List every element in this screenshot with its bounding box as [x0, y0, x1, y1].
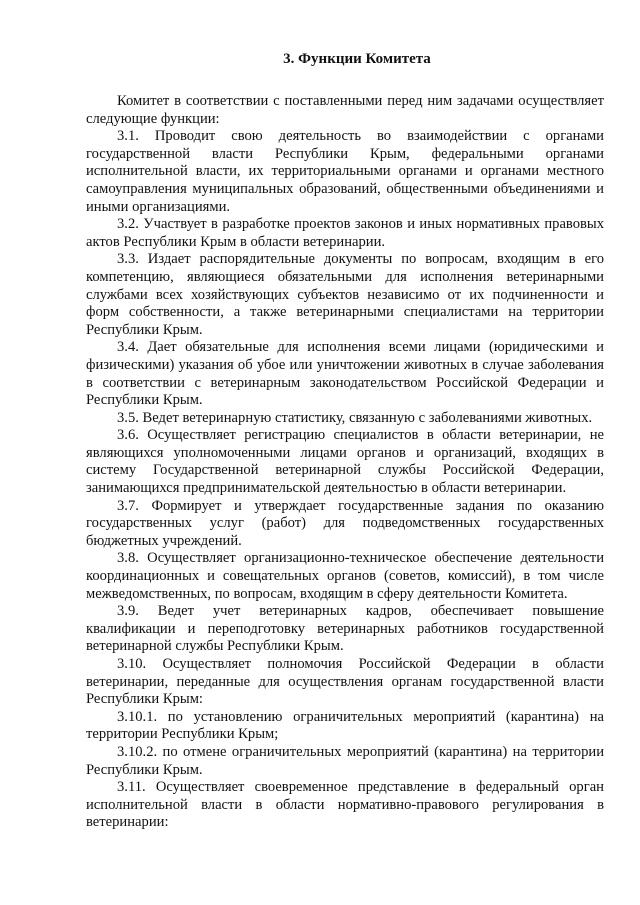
clause-3-1: 3.1. Проводит свою деятельность во взаимодействии с органами государственной власти Республики Крым, федеральными органами исполнительной власти, их территориальными органами и органами местного самоуправления муниципальных образований, общественными объединениями и иными организациями. [86, 128, 604, 215]
clause-3-5: 3.5. Ведет ветеринарную статистику, связанную с заболеваниями животных. [117, 409, 593, 426]
section-body [86, 93, 604, 832]
clause-3-6: 3.6. Осуществляет регистрацию специалистов в области ветеринарии, не являющихся уполномоченными лицами органов и организаций, входящих в систему Государственной ветеринарной службы Российской Федерации, занимающихся предпринимательской деятельностью в области ветеринарии. [86, 427, 604, 497]
clause-3-8: 3.8. Осуществляет организационно-техническое обеспечение деятельности координационных и совещательных органов (советов, комиссий), в том числе межведомственных, по вопросам, входящим в сферу деятельности Комитета. [86, 550, 604, 602]
document-page [86, 50, 604, 832]
intro-paragraph: Комитет в соответствии с поставленными перед ним задачами осуществляет следующие функции: [86, 93, 604, 127]
clause-3-4: 3.4. Дает обязательные для исполнения всеми лицами (юридическими и физическими) указания об убое или уничтожении животных в случае заболевания в соответствии с ветеринарным законодательством Российской Федерации и Республики Крым. [86, 339, 604, 409]
clause-3-11: 3.11. Осуществляет своевременное представление в федеральный орган исполнительной власти в области нормативно-правового регулирования в ветеринарии: [86, 779, 604, 831]
clause-3-9: 3.9. Ведет учет ветеринарных кадров, обеспечивает повышение квалификации и переподготовку ветеринарных работников государственной ветеринарной службы Республики Крым. [86, 603, 604, 655]
clause-3-7: 3.7. Формирует и утверждает государственные задания по оказанию государственных услуг (работ) для подведомственных государственных бюджетных учреждений. [86, 497, 604, 549]
clause-3-10: 3.10. Осуществляет полномочия Российской Федерации в области ветеринарии, переданные для осуществления органам государственной власти Республики Крым: [86, 656, 604, 708]
clause-3-3: 3.3. Издает распорядительные документы по вопросам, входящим в его компетенцию, являющиеся обязательными для исполнения ветеринарными службами всех хозяйствующих субъектов независимо от их подчиненности и форм собственности, а также ветеринарными специалистами на территории Республики Крым. [86, 251, 604, 338]
clause-3-10-1: 3.10.1. по установлению ограничительных мероприятий (карантина) на территории Республики Крым; [86, 708, 604, 743]
clause-3-2: 3.2. Участвует в разработке проектов законов и иных нормативных правовых актов Республики Крым в области ветеринарии. [86, 216, 604, 250]
clause-3-10-2: 3.10.2. по отмене ограничительных мероприятий (карантина) на территории Республики Крым. [86, 743, 604, 778]
section-title: 3. Функции Комитета [283, 51, 431, 67]
